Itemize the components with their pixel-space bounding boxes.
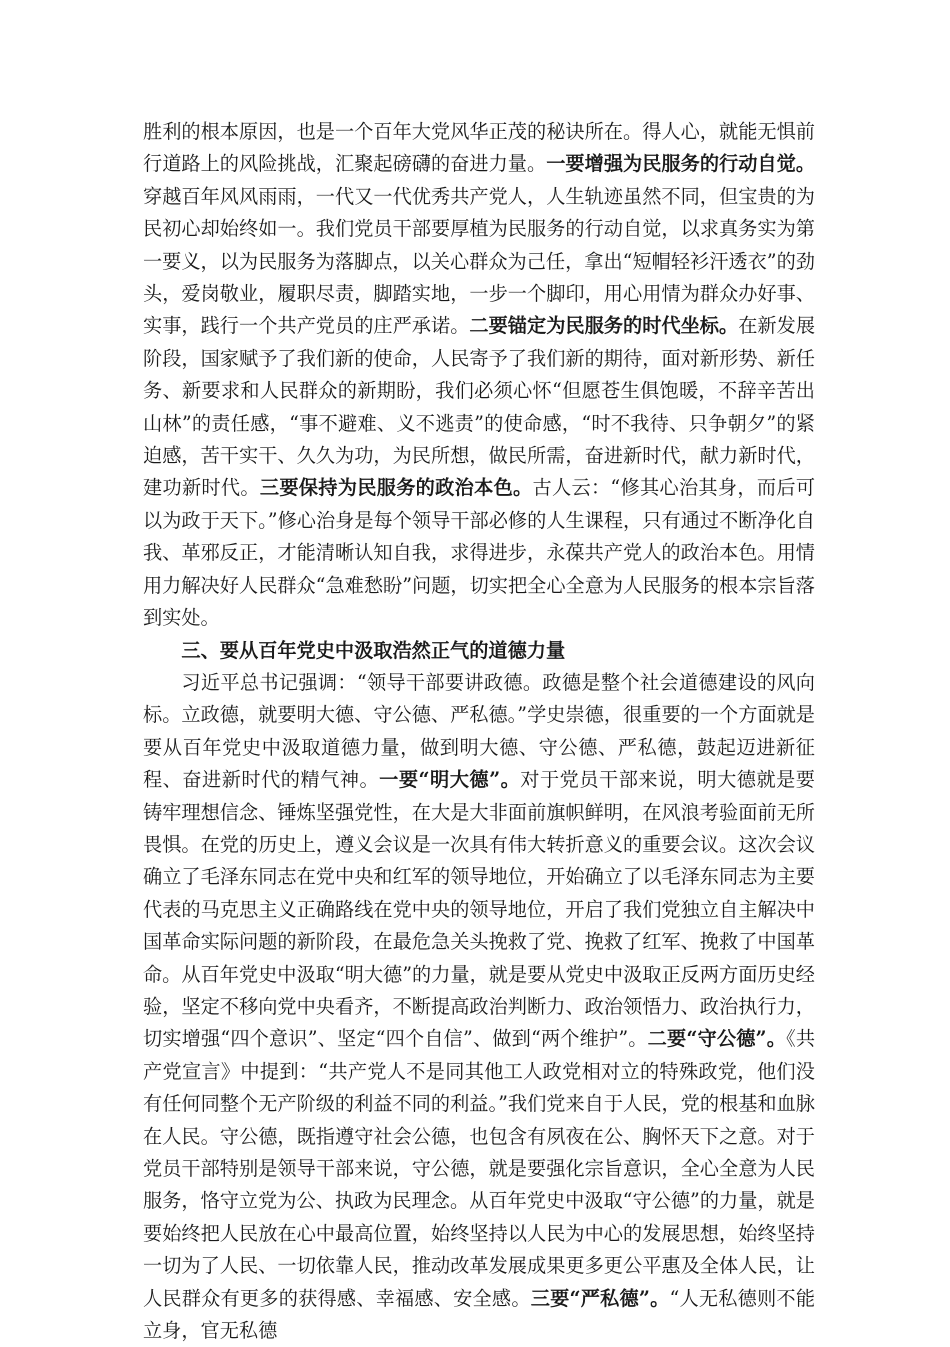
text-run: “人无私德则不能立身，官无私德 [143,1286,816,1343]
document-page [143,116,815,1347]
text-run: 在新发展阶段，国家赋予了我们新的使命，人民寄予了我们新的期待，面对新形势、新任务、新要求和人民群众的新期盼，我们必须心怀“但愿苍生俱饱暖，不辞辛苦出山林”的责任感，“事不避难、义不逃责”的使命感，“时不我待、只争朝夕”的紧迫感，苦干实干、久久为功，为民所想，做民所需，奋进新时代，献力新时代，建功新时代。 [143,314,816,500]
bold-point-one: 一要增强为民服务的行动自觉。 [546,152,816,176]
text-run: 穿越百年风风雨雨，一代又一代优秀共产党人，人生轨迹虽然不同，但宝贵的为民初心却始终如一。我们党员干部要厚植为民服务的行动自觉，以求真务实为第一要义，以为民服务为落脚点，以关心群众为己任，拿出“短帽轻衫汗透衣”的劲头，爱岗敬业，履职尽责，脚踏实地，一步一个脚印，用心用情为群众办好事、实事，践行一个共产党员的庄严承诺。 [143,184,815,338]
bold-point-three: 三要保持为民服务的政治本色。 [259,476,533,500]
text-run: 胜利的根本原因，也是一个百年大党风华正茂的秘诀所在。得人心，就能无惧前行道路上的风险挑战，汇聚起磅礴的奋进力量。 [143,120,815,176]
paragraph-serve-people [143,116,815,635]
text-run: 对于党员干部来说，明大德就是要铸牢理想信念、锤炼坚强党性，在大是大非面前旗帜鲜明，在风浪考验面前无所畏惧。在党的历史上，遵义会议是一次具有伟大转折意义的重要会议。这次会议确立了毛泽东同志在党中央和红军的领导地位，开始确立了以毛泽东同志为主要代表的马克思主义正确路线在党中央的领导地位，开启了我们党独立自主解决中国革命实际问题的新阶段，在最危急关头挽救了党、挽救了红军、挽救了中国革命。从百年党史中汲取“明大德”的力量，就是要从党史中汲取正反两方面历史经验，坚定不移向党中央看齐，不断提高政治判断力、政治领悟力、政治执行力，切实增强“四个意识”、坚定“四个自信”、做到“两个维护”。 [143,768,815,1051]
bold-private-virtue: 三要“严私德”。 [530,1286,670,1310]
text-run: 古人云：“修其心治其身，而后可以为政于天下。”修心治身是每个领导干部必修的人生课程，只有通过不断净化自我、革邪反正，才能清晰认知自我，求得进步，永葆共产党人的政治本色。用情用力解决好人民群众“急难愁盼”问题，切实把全心全意为人民服务的根本宗旨落到实处。 [143,476,816,630]
bold-great-virtue: 一要“明大德”。 [379,768,521,792]
bold-point-two: 二要锚定为民服务的时代坐标。 [469,314,739,338]
paragraph-moral-strength [143,667,815,1347]
text-run: 习近平总书记强调：“领导干部要讲政德。政德是整个社会道德建设的风向标。立政德，就要明大德、守公德、严私德。”学史崇德，很重要的一个方面就是要从百年党史中汲取道德力量，做到明大德、守公德、严私德，鼓起迈进新征程、奋进新时代的精气神。 [143,670,815,792]
bold-public-virtue: 二要“守公德”。 [647,1027,787,1051]
text-run: 《共产党宣言》中提到：“共产党人不是同其他工人政党相对立的特殊政党，他们没有任何同整个无产阶级的利益不同的利益。”我们党来自于人民，党的根基和血脉在人民。守公德，既指遵守社会公德，也包含有夙夜在公、胸怀天下之意。对于党员干部特别是领导干部来说，守公德，就是要强化宗旨意识，全心全意为人民服务，恪守立党为公、执政为民理念。从百年党史中汲取“守公德”的力量，就是要始终把人民放在心中最高位置，始终坚持以人民为中心的发展思想，始终坚持一切为了人民、一切依靠人民，推动改革发展成果更多更公平惠及全体人民，让人民群众有更多的获得感、幸福感、安全感。 [143,1027,816,1310]
section-heading-three: 三、要从百年党史中汲取浩然正气的道德力量 [181,638,566,662]
